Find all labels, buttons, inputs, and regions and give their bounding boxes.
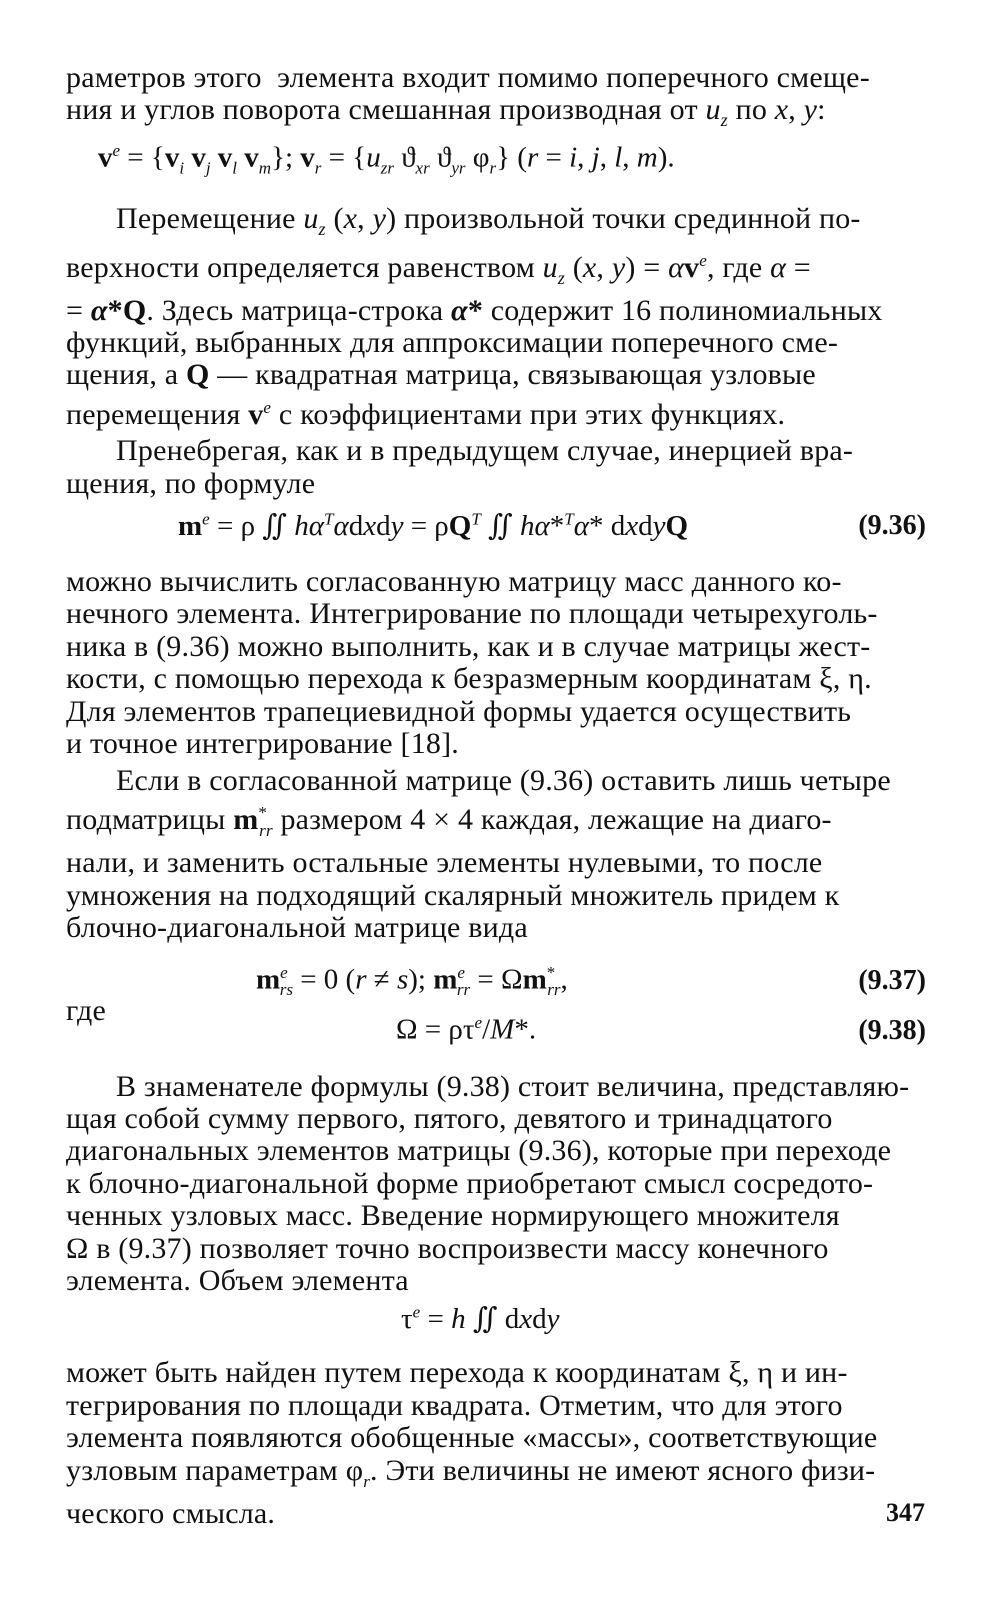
equation-vector-definition: $v^e = \{v_i$ $v_j$ $v_l$ $v_m$}; $v_r = \{u_{zr}$ $ϑ_{xr}$ $ϑ_{yr}$ $\varphi_r$} (r = i, j, l, m). bbox=[98, 140, 675, 178]
text-line: узловым параметрам $\varphi_r$. Эти величины не имеют ясного физи- bbox=[66, 1453, 876, 1491]
text-line: диагональных элементов матрицы (9.36), которые при переходе bbox=[66, 1134, 892, 1168]
text-line: нечного элемента. Интегрирование по площади четырехуголь- bbox=[66, 597, 878, 631]
text-line: ческого смысла. bbox=[66, 1497, 276, 1530]
text-line: кости, с помощью перехода к безразмерным координатам ξ, η. bbox=[66, 662, 872, 696]
text-line: тегрирования по площади квадрата. Отметим, что для этого bbox=[66, 1388, 843, 1422]
text-line: В знаменателе формулы (9.38) стоит величина, представляю- bbox=[116, 1069, 910, 1103]
text-line: ния и углов поворота смешанная производная от $u_z$ по x, y: bbox=[66, 93, 826, 131]
text-line: ченных узловых масс. Введение нормирующего множителя bbox=[66, 1199, 840, 1233]
page-number: 347 bbox=[886, 1498, 925, 1527]
text-line: верхности определяется равенством $u_z$ (x, $y) = \alpha v^e$, где α = bbox=[66, 251, 811, 289]
text-line: подматрицы $m^*_{rr}$ размером 4 × 4 каждая, лежащие на диаго- bbox=[66, 802, 832, 840]
text-line: щения, а Q — квадратная матрица, связывающая узловые bbox=[66, 358, 816, 392]
text-line: элемента. Объем элемента bbox=[66, 1263, 409, 1297]
equation-937: $m^e_{rs} = 0$ (r ≠ s); $m^e_{rr} = \Omega m^*_{rr}$, (9.37) bbox=[256, 962, 926, 999]
text-line: щая собой сумму первого, пятого, девятого и тринадцатого bbox=[66, 1101, 833, 1135]
text-line: щения, по формуле bbox=[66, 466, 316, 500]
text-line: раметров этого элемента входит помимо поперечного смеще- bbox=[66, 61, 870, 94]
text-line: может быть найден путем перехода к координатам ξ, η и ин- bbox=[66, 1356, 848, 1390]
text-line: блочно-диагональной матрице вида bbox=[66, 911, 528, 945]
equation-volume: $\tau^e = h$ ∬ dxdy bbox=[401, 1302, 560, 1336]
text-line: Перемещение $u_z$ (x, y) произвольной точки срединной по- bbox=[116, 201, 861, 239]
text-line: к блочно-диагональной форме приобретают смысл сосредото- bbox=[66, 1166, 874, 1200]
text-line: Ω в (9.37) позволяет точно воспроизвести массу конечного bbox=[66, 1231, 829, 1265]
text-line: функций, выбранных для аппроксимации поперечного сме- bbox=[66, 326, 839, 360]
equation-number: (9.37) bbox=[858, 964, 926, 996]
text-line: и точное интегрирование [18]. bbox=[66, 727, 460, 761]
text-line: элемента появляются обобщенные «массы», соответствующие bbox=[66, 1421, 878, 1455]
text-line: Для элементов трапециевидной формы удается осуществить bbox=[66, 694, 852, 728]
equation-938: где $\Omega = \rho\tau^e/M*$. (9.38) bbox=[66, 993, 926, 1046]
equation-number: (9.38) bbox=[858, 1014, 926, 1046]
equation-936: $m^e = \rho$ ∬ $h\alpha^T\alpha dxdy = \rho Q^T$ ∬ hα*$^T$α* dxdyQ (9.36) bbox=[178, 509, 926, 543]
text-line: = α*Q. Здесь матрица-строка α* содержит 16 полиномиальных bbox=[66, 293, 883, 327]
text-line: ника в (9.36) можно выполнить, как и в случае матрицы жест- bbox=[66, 629, 871, 663]
text-line: нали, и заменить остальные элементы нулевыми, то после bbox=[66, 846, 823, 880]
text-line: можно вычислить согласованную матрицу масс данного ко- bbox=[66, 565, 842, 599]
text-line: Пренебрегая, как и в предыдущем случае, инерцией вра- bbox=[116, 434, 854, 468]
text-line: умножения на подходящий скалярный множитель придем к bbox=[66, 878, 840, 912]
page-body bbox=[66, 62, 926, 1530]
where-label: где bbox=[66, 993, 106, 1027]
equation-number: (9.36) bbox=[858, 510, 926, 542]
text-line: перемещения $v^e$ с коэффициентами при этих функциях. bbox=[66, 397, 786, 431]
text-line: Если в согласованной матрице (9.36) оставить лишь четыре bbox=[116, 763, 891, 797]
